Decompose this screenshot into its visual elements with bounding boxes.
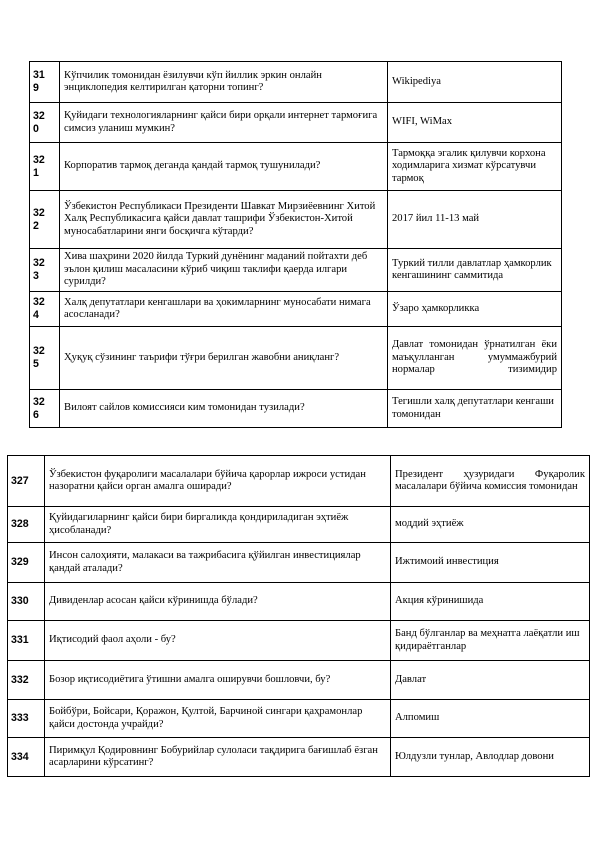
row-number: 324 [30, 292, 60, 327]
question-cell: Қуйидаги технологияларнинг қайси бири орқали интернет тармоғига симсиз уланиш мумкин? [60, 103, 388, 143]
table-row [30, 390, 562, 428]
answer-cell: Давлат [391, 661, 590, 700]
question-cell: Пиримқул Қодировнинг Бобурийлар сулоласи тақдирига бағишлаб ёзган асарларини кўрсатинг? [45, 738, 391, 777]
row-number: 334 [8, 738, 45, 777]
question-cell: Дивиденлар асосан қайси кўринишда бўлади? [45, 583, 391, 621]
table-row [8, 583, 590, 621]
answer-cell: Алпомиш [391, 700, 590, 738]
table-row [8, 543, 590, 583]
table-row [30, 103, 562, 143]
row-number: 333 [8, 700, 45, 738]
question-cell: Хива шаҳрини 2020 йилда Туркий дунёнинг маданий пойтахти деб эълон қилиш масаласини кўриб чиқиш таклифи қаерда илгари сурилди? [60, 249, 388, 292]
answer-cell: Ижтимоий инвестиция [391, 543, 590, 583]
row-number: 330 [8, 583, 45, 621]
question-cell: Бойбўри, Бойсари, Қоражон, Қултой, Барчиной сингари қаҳрамонлар қайси достонда учрайди? [45, 700, 391, 738]
answer-cell: Тегишли халқ депутатлари кенгаши томонидан [388, 390, 562, 428]
row-number: 322 [30, 191, 60, 249]
table-row [8, 621, 590, 661]
questions-table-1 [29, 61, 562, 428]
row-number: 327 [8, 456, 45, 507]
row-number: 328 [8, 507, 45, 543]
row-number: 332 [8, 661, 45, 700]
row-number: 325 [30, 327, 60, 390]
question-cell: Халқ депутатлари кенгашлари ва ҳокимларнинг муносабати нимага асосланади? [60, 292, 388, 327]
question-cell: Иқтисодий фаол аҳоли - бу? [45, 621, 391, 661]
question-cell: Қуйидагиларнинг қайси бири биргаликда қондириладиган эҳтиёж ҳисобланади? [45, 507, 391, 543]
question-cell: Ҳуқуқ сўзининг таърифи тўғри берилган жавобни аниқланг? [60, 327, 388, 390]
table-row [30, 292, 562, 327]
table-row [8, 456, 590, 507]
answer-cell: Давлат томонидан ўрнатилган ёки маъқулланган умуммажбурий нормалар тизимидир [388, 327, 562, 390]
table-row [8, 661, 590, 700]
row-number: 326 [30, 390, 60, 428]
question-cell: Вилоят сайлов комиссияси ким томонидан тузилади? [60, 390, 388, 428]
table-row [30, 249, 562, 292]
question-cell: Ўзбекистон фуқаролиги масалалари бўйича қарорлар ижроси устидан назоратни қайси орган амалга оширади? [45, 456, 391, 507]
row-number: 321 [30, 143, 60, 191]
table-row [30, 143, 562, 191]
table-row [30, 327, 562, 390]
row-number: 319 [30, 62, 60, 103]
row-number: 323 [30, 249, 60, 292]
question-cell: Бозор иқтисодиётига ўтишни амалга оширувчи бошловчи, бу? [45, 661, 391, 700]
answer-cell: моддий эҳтиёж [391, 507, 590, 543]
question-cell: Корпоратив тармоқ деганда қандай тармоқ тушунилади? [60, 143, 388, 191]
row-number: 329 [8, 543, 45, 583]
answer-cell: Тармоққа эгалик қилувчи корхона ходимларига хизмат кўрсатувчи тармоқ [388, 143, 562, 191]
table-row [30, 191, 562, 249]
answer-cell: Президент ҳузуридаги Фуқаролик масалалари бўйича комиссия томонидан [391, 456, 590, 507]
table-row [8, 700, 590, 738]
answer-cell: Акция кўринишида [391, 583, 590, 621]
row-number: 320 [30, 103, 60, 143]
row-number: 331 [8, 621, 45, 661]
questions-table-2 [7, 455, 590, 777]
answer-cell: Туркий тилли давлатлар ҳамкорлик кенгашининг саммитида [388, 249, 562, 292]
answer-cell: Юлдузли тунлар, Авлодлар довони [391, 738, 590, 777]
answer-cell: Ўзаро ҳамкорликка [388, 292, 562, 327]
table-row [8, 738, 590, 777]
question-cell: Кўпчилик томонидан ёзилувчи кўп йиллик эркин онлайн энциклопедия келтирилган қаторни топинг? [60, 62, 388, 103]
table-row [30, 62, 562, 103]
answer-cell: 2017 йил 11-13 май [388, 191, 562, 249]
question-cell: Инсон салоҳияти, малакаси ва тажрибасига қўйилган инвестициялар қандай аталади? [45, 543, 391, 583]
answer-cell: WIFI, WiMax [388, 103, 562, 143]
question-cell: Ўзбекистон Республикаси Президенти Шавкат Мирзиёевнинг Хитой Халқ Республикасига қайси давлат ташрифи Ўзбекистон-Хитой муносабатларини янги босқичга кўтарди? [60, 191, 388, 249]
table-row [8, 507, 590, 543]
answer-cell: Банд бўлганлар ва меҳнатга лаёқатли иш қидираётганлар [391, 621, 590, 661]
answer-cell: Wikipediya [388, 62, 562, 103]
